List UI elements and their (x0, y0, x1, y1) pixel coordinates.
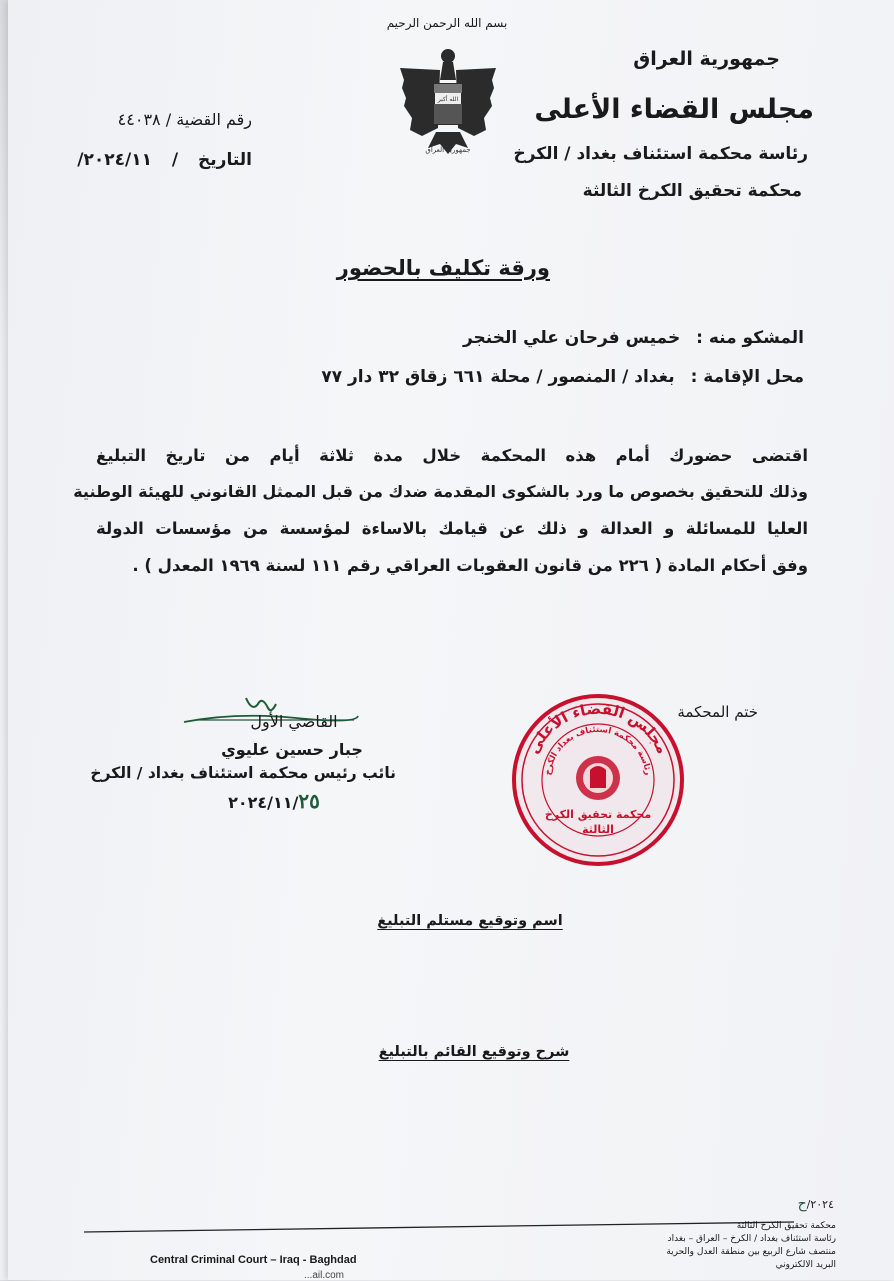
seal-inner-line-1: محكمة تحقيق الكرخ (544, 808, 652, 821)
footer-email-fragment: ...ail.com (304, 1270, 345, 1281)
body-line-2: وذلك للتحقيق بخصوص ما ورد بالشكوى المقدمة ضدك من قبل الممثل القانوني للهيئة الوطنية (73, 482, 808, 501)
footer-address-line: البريد الالكتروني (775, 1260, 836, 1270)
residence-row (321, 367, 804, 387)
court-seal (510, 692, 686, 868)
court-summons-document (8, 0, 894, 1280)
judge-date-handwritten: ٢٥ (298, 789, 320, 813)
basmala: بسم الله الرحمن الرحيم (386, 16, 508, 30)
server-signature-label: شرح وتوقيع القائم بالتبليغ (378, 1044, 570, 1060)
judge-date (204, 789, 344, 813)
court-line: محكمة تحقيق الكرخ الثالثة (582, 181, 802, 201)
footer-address-line: منتصف شارع الربيع بين منطقة العدل والحرية (666, 1247, 836, 1257)
body-line-1: اقتضى حضورك أمام هذه المحكمة خلال مدة ثلاثة أيام من تاريخ التبليغ (96, 446, 808, 465)
presidency-line: رئاسة محكمة استئناف بغداد / الكرخ (513, 144, 808, 164)
document-title: ورقة تكليف بالحضور (336, 256, 550, 280)
footer-address (666, 1220, 836, 1272)
seal-inner-line-2: الثالثة (582, 823, 614, 836)
judge-date-printed: ٢٠٢٤/١١/ (228, 793, 299, 812)
footer-date-text: ٢٠٢٤/ (806, 1198, 834, 1211)
defendant-row (463, 328, 804, 348)
body-line-4: وفق أحكام المادة ( ٢٢٦ من قانون العقوبات العراقي رقم ١١١ لسنة ١٩٦٩ المعدل ) . (132, 556, 808, 575)
document-date: التاريخ / ٢٠٢٤/١١/ (77, 150, 252, 170)
residence-value: بغداد / المنصور / محلة ٦٦١ زقاق ٣٢ دار ٧٧ (321, 367, 675, 387)
footer-court-english: Central Criminal Court – Iraq - Baghdad (150, 1254, 357, 1266)
republic-title: جمهورية العراق (633, 48, 780, 70)
defendant-name: خميس فرحان علي الخنجر (462, 328, 681, 348)
emblem-text: الله أكبر (437, 96, 459, 103)
judge-name: جبار حسين عليوي (221, 740, 363, 759)
footer-date: ٢٠٢٤/ح (797, 1196, 834, 1212)
footer-address-line: رئاسة استئناف بغداد / الكرخ – العراق – بغداد (667, 1234, 836, 1244)
iraq-eagle-emblem (398, 40, 498, 160)
body-line-3: العليا للمسائلة و العدالة و ذلك عن قيامك بالاساءة لمؤسسة من مؤسسات الدولة (96, 519, 808, 538)
emblem-caption: جمهورية العراق (425, 146, 471, 154)
seal-label: ختم المحكمة (677, 703, 758, 721)
seal-outer-text: مجلس القضاء الأعلى (524, 699, 672, 757)
council-title: مجلس القضاء الأعلى (534, 94, 814, 125)
residence-label: محل الإقامة : (690, 367, 804, 387)
defendant-label: المشكو منه : (696, 328, 804, 348)
judge-title: القاضي الأول (250, 712, 338, 731)
receiver-signature-label: اسم وتوقيع مستلم التبليغ (377, 913, 563, 929)
footer-address-line: محكمة تحقيق الكرخ الثالثة (736, 1221, 836, 1231)
judge-position: نائب رئيس محكمة استئناف بغداد / الكرخ (90, 764, 396, 782)
seal-center-emblem (576, 756, 620, 800)
case-number: رقم القضية / ٤٤٠٣٨ (117, 110, 252, 129)
seal-ring-text: رئاسة محكمة استئناف بغداد الكرخ (543, 724, 653, 776)
